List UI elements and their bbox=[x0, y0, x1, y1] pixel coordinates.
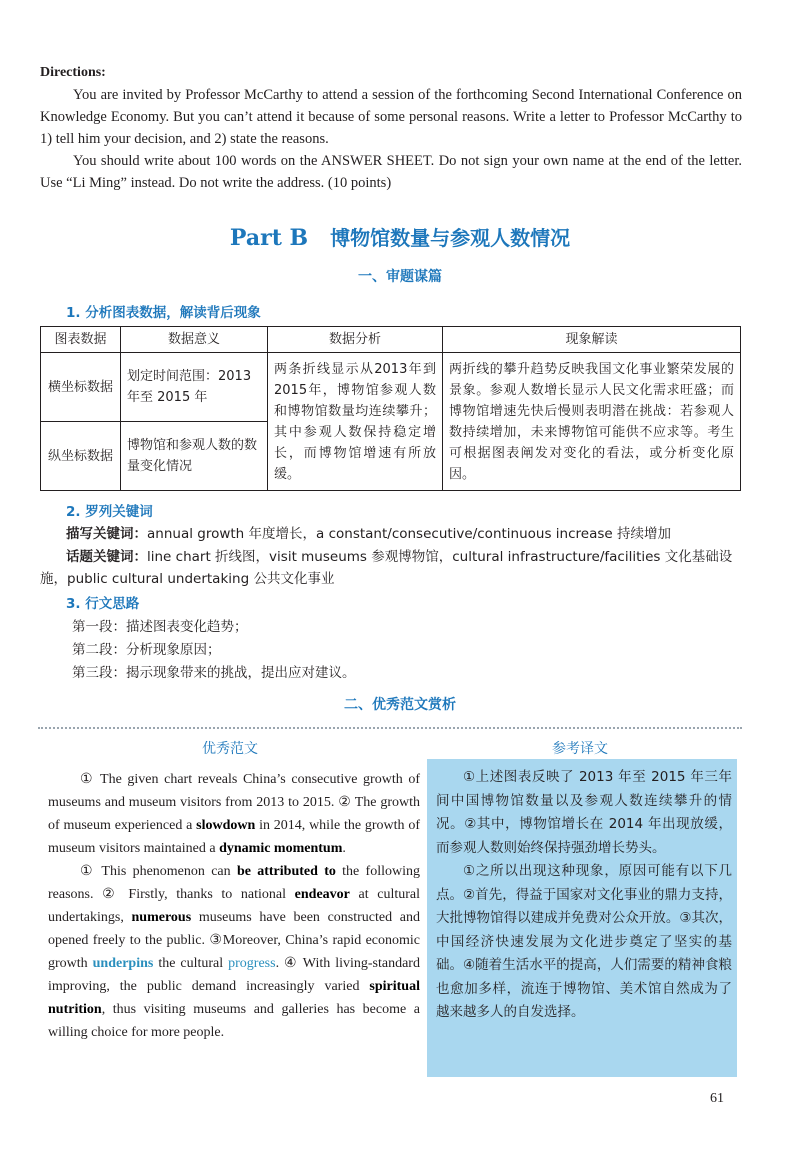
translation-paragraph-1: ①上述图表反映了 2013 年至 2015 年三年间中国博物馆数量以及参观人数连续攀升的情况。②其中，博物馆增长在 2014 年出现放缓，而参观人数则始终保持强劲增长势头。 bbox=[436, 769, 732, 856]
directions-paragraph-2: You should write about 100 words on the ANSWER SHEET. Do not sign your own name at the end of the letter. Use “Li Ming” instead. Do not write the address. (10 points) bbox=[40, 153, 742, 191]
section-2-title: 二、优秀范文赏析 bbox=[344, 697, 456, 713]
translation-text bbox=[436, 766, 732, 1025]
description-keywords-label: 描写关键词： bbox=[66, 526, 147, 542]
table-cell: 横坐标数据 bbox=[41, 353, 121, 422]
essay-paragraph-2: ① This phenomenon can be attributed to the following reasons. ② Firstly, thanks to national endeavor at cultural undertakings, numerous museums have been constructed and opened freely to the public. ③Moreover, China’s rapid economic growth underpins the cultural progress. ④ With living-standard improving, the public demand increasingly varied spiritual nutrition, thus visiting museums and galleries has become a willing choice for more people. bbox=[48, 864, 421, 1040]
model-essay bbox=[48, 768, 420, 1044]
part-b-title: 博物馆数量与参观人数情况 bbox=[330, 226, 571, 250]
dotted-divider bbox=[38, 727, 742, 729]
table-header: 数据分析 bbox=[268, 327, 443, 353]
subheading-2: 2. 罗列关键词 bbox=[66, 504, 153, 520]
outline-item: 第一段：描述图表变化趋势； bbox=[72, 619, 248, 635]
page-number: 61 bbox=[710, 1091, 724, 1106]
section-1-title: 一、审题谋篇 bbox=[358, 269, 442, 285]
table-cell-interpretation: 两折线的攀升趋势反映我国文化事业繁荣发展的景象。参观人数增长显示人民文化需求旺盛；而博物馆增速先快后慢则表明潜在挑战：若参观人数持续增加，未来博物馆可能供不应求等。考生可根据图表阐发对变化的看法，或分析变化原因。 bbox=[443, 353, 741, 491]
translation-title: 参考译文 bbox=[552, 741, 608, 757]
subheading-3: 3. 行文思路 bbox=[66, 596, 140, 612]
table-header: 数据意义 bbox=[121, 327, 268, 353]
translation-paragraph-2: ①之所以出现这种现象，原因可能有以下几点。②首先，得益于国家对文化事业的鼎力支持，大批博物馆得以建成并免费对公众开放。③其次，中国经济快速发展为文化进步奠定了坚实的基础。④随着生活水平的提高，人们需要的精神食粮也愈加多样，流连于博物馆、美术馆自然成为了越来越多人的自发选择。 bbox=[436, 863, 732, 1020]
topic-keywords bbox=[40, 546, 742, 590]
table-cell: 纵坐标数据 bbox=[41, 422, 121, 491]
analysis-table bbox=[40, 326, 741, 491]
table-header: 现象解读 bbox=[443, 327, 741, 353]
directions-label: Directions: bbox=[40, 65, 106, 80]
description-keywords bbox=[66, 522, 746, 542]
table-header: 图表数据 bbox=[41, 327, 121, 353]
essay-title: 优秀范文 bbox=[202, 741, 258, 757]
subheading-1: 1. 分析图表数据，解读背后现象 bbox=[66, 305, 261, 321]
table-header-row bbox=[41, 327, 741, 353]
description-keywords-text: annual growth 年度增长，a constant/consecutive/continuous increase 持续增加 bbox=[147, 526, 671, 542]
topic-keywords-text: line chart 折线图，visit museums 参观博物馆，cultural infrastructure/facilities 文化基础设施，public cultural undertaking 公共文化事业 bbox=[40, 549, 733, 587]
outline-item: 第二段：分析现象原因； bbox=[72, 642, 221, 658]
table-cell: 划定时间范围：2013 年至 2015 年 bbox=[121, 353, 268, 422]
part-b-label: Part B bbox=[229, 225, 309, 251]
table-cell-analysis: 两条折线显示从2013年到2015年，博物馆参观人数和博物馆数量均连续攀升；其中参观人数保持稳定增长，而博物馆增速有所放缓。 bbox=[268, 353, 443, 491]
table-row bbox=[41, 353, 741, 422]
directions-paragraph-1: You are invited by Professor McCarthy to attend a session of the forthcoming Second International Conference on Knowledge Economy. But you can’t attend it because of some personal reasons. Write a letter to Professor McCarthy to 1) tell him your decision, and 2) state the reasons. bbox=[40, 87, 742, 147]
essay-paragraph-1: ① The given chart reveals China’s consecutive growth of museums and museum visitors from 2013 to 2015. ② The growth of museum experienced a slowdown in 2014, while the growth of museum visitors maintained a dynamic momentum. bbox=[48, 772, 420, 856]
directions-body bbox=[40, 84, 742, 194]
outline-item: 第三段：揭示现象带来的挑战，提出应对建议。 bbox=[72, 665, 356, 681]
table-cell: 博物馆和参观人数的数量变化情况 bbox=[121, 422, 268, 491]
topic-keywords-label: 话题关键词： bbox=[66, 549, 147, 565]
part-b-heading bbox=[0, 222, 800, 251]
